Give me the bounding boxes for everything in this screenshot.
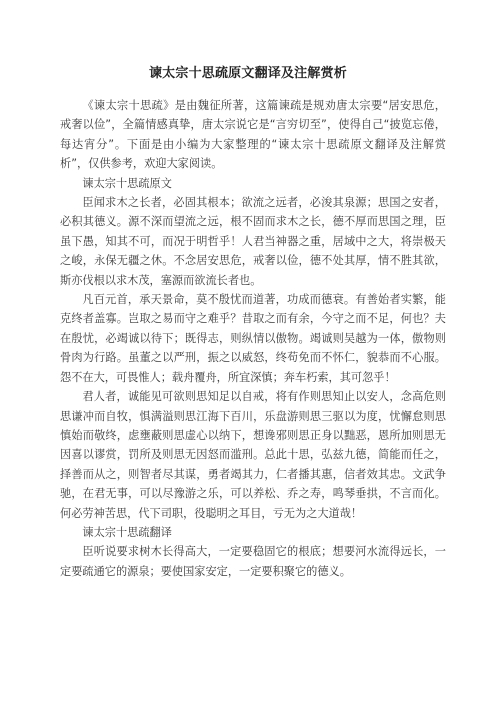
translation-paragraph-1: 臣听说要求树木长得高大，一定要稳固它的根底；想要河水流得远长，一定要疏通它的源泉；要使国家安定，一定要积聚它的德义。 xyxy=(60,545,446,578)
intro-paragraph: 《谏太宗十思疏》是由魏征所著，这篇谏疏是规劝唐太宗要“居安思危，戒奢以俭”，全篇情感真挚，唐太宗说它是“言穷切至”，使得自己“披览忘倦，每达宵分”。下面是由小编为大家整理的“谏太宗十思疏原文翻译及注解赏析”，仅供参考，欢迎大家阅读。 xyxy=(60,99,446,171)
original-paragraph-3: 君人者，诚能见可欲则思知足以自戒，将有作则思知止以安人，念高危则思谦冲而自牧，惧满溢则思江海下百川，乐盘游则思三驱以为度，忧懈怠则思慎始而敬终，虑壅蔽则思虚心以纳下，想谗邪则思正身以黜恶，恩所加则思无因喜以谬赏，罚所及则思无因怒而滥刑。总此十思，弘兹九德，简能而任之，择善而从之，则智者尽其谋，勇者竭其力，仁者播其惠，信者效其忠。文武争驰，在君无事，可以尽豫游之乐，可以养松、乔之寿，鸣琴垂拱，不言而化。何必劳神苦思，代下司职，役聪明之耳目，亏无为之大道哉！ xyxy=(60,390,446,520)
original-paragraph-1: 臣闻求木之长者，必固其根本；欲流之远者，必浚其泉源；思国之安者，必积其德义。源不深而望流之远，根不固而求木之长，德不厚而思国之理，臣虽下愚，知其不可，而况于明哲乎！人君当神器之重，居域中之大，将崇极天之峻，永保无疆之休。不念居安思危，戒奢以俭，德不处其厚，情不胜其欲，斯亦伐根以求木茂，塞源而欲流长者也。 xyxy=(60,196,446,287)
section-heading-translation: 谏太宗十思疏翻译 xyxy=(82,525,172,539)
original-paragraph-2: 凡百元首，承天景命，莫不殷忧而道著，功成而德衰。有善始者实繁，能克终者盖寡。岂取之易而守之难乎？昔取之而有余，今守之而不足，何也？夫在殷忧，必竭诚以待下；既得志，则纵情以傲物。竭诚则吴越为一体，傲物则骨肉为行路。虽董之以严刑，振之以威怒，终苟免而不怀仁，貌恭而不心服。怨不在大，可畏惟人；载舟覆舟，所宜深慎；奔车朽索，其可忽乎！ xyxy=(60,293,446,384)
page-title: 谏太宗十思疏原文翻译及注解赏析 xyxy=(148,66,347,81)
article-body xyxy=(60,96,446,581)
section-heading-original: 谏太宗十思疏原文 xyxy=(82,176,172,190)
